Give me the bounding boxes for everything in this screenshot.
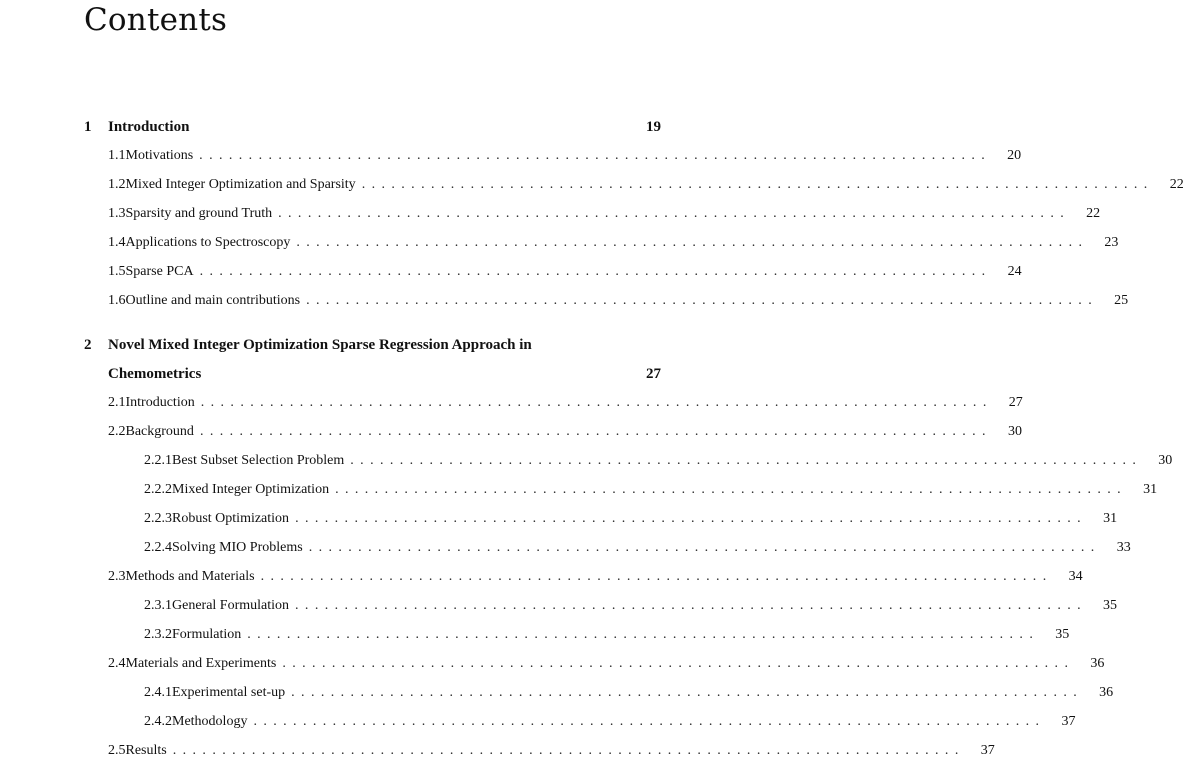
toc-chapter-entry[interactable] [84, 363, 661, 385]
toc-entry-number: 1.1 [108, 148, 126, 163]
page-title: Contents [84, 2, 228, 38]
toc-entry-page-number: 22 [1086, 206, 1101, 221]
dot-leader: ................................................................................ [335, 482, 1128, 497]
toc-entry-number: 2.5 [108, 743, 126, 758]
toc-entry-number: 1.4 [108, 235, 126, 250]
toc-section-entry[interactable] [144, 508, 1118, 530]
toc-entry-title: Results [125, 743, 167, 758]
toc-entry-title: Solving MIO Problems [172, 540, 303, 555]
toc-entry-page-number: 36 [1099, 685, 1114, 700]
toc-entry-page-number: 30 [1158, 453, 1173, 468]
toc-section-entry[interactable] [108, 203, 1101, 225]
toc-entry-number: 2.3 [108, 569, 126, 584]
toc-entry-number: 2.2.1 [144, 453, 172, 468]
toc-section-entry[interactable] [108, 290, 1129, 312]
toc-entry-number: 2 [84, 337, 92, 353]
toc-entry-number: 2.2 [108, 424, 126, 439]
toc-section-entry[interactable] [108, 421, 1022, 443]
toc-entry-title: Materials and Experiments [125, 656, 277, 671]
toc-entry-title: Best Subset Selection Problem [172, 453, 345, 468]
toc-entry-number: 2.3.1 [144, 598, 172, 613]
toc-section-entry[interactable] [144, 479, 1158, 501]
toc-entry-page-number: 31 [1103, 511, 1118, 526]
toc-entry-title: Sparsity and ground Truth [125, 206, 273, 221]
toc-entry-page-number: 30 [1007, 424, 1022, 439]
toc-entry-page-number: 25 [1114, 293, 1129, 308]
toc-entry-number: 1.2 [108, 177, 126, 192]
toc-section-entry[interactable] [108, 261, 1022, 283]
dot-leader: ................................................................................ [308, 540, 1101, 555]
toc-entry-page-number: 37 [1061, 714, 1076, 729]
toc-entry-number: 1.3 [108, 206, 126, 221]
toc-entry-title: Methodology [172, 714, 248, 729]
toc-entry-number: 2.4.1 [144, 685, 172, 700]
toc-entry-title: Experimental set-up [172, 685, 286, 700]
toc-entry-number: 1.6 [108, 293, 126, 308]
toc-entry-page-number: 34 [1068, 569, 1083, 584]
toc-entry-page-number: 24 [1007, 264, 1022, 279]
toc-section-entry[interactable] [144, 537, 1131, 559]
toc-section-entry[interactable] [108, 566, 1083, 588]
toc-entry-title: General Formulation [172, 598, 290, 613]
toc-entry-title: Outline and main contributions [125, 293, 301, 308]
toc-entry-page-number: 37 [980, 743, 995, 758]
toc-chapter-entry[interactable] [84, 116, 661, 138]
toc-section-entry[interactable] [108, 653, 1105, 675]
toc-entry-page-number: 35 [1103, 598, 1118, 613]
dot-leader: ................................................................................ [253, 714, 1046, 729]
toc-entry-page-number: 23 [1104, 235, 1119, 250]
toc-entry-title: Novel Mixed Integer Optimization Sparse Regression Approach in [108, 337, 532, 353]
toc-entry-title: Mixed Integer Optimization and Sparsity [125, 177, 356, 192]
toc-entry-page-number: 35 [1055, 627, 1070, 642]
toc-entry-number: 2.3.2 [144, 627, 172, 642]
toc-section-entry[interactable] [144, 595, 1118, 617]
toc-entry-title: Introduction [108, 119, 190, 135]
dot-leader: ................................................................................ [291, 685, 1084, 700]
toc-entry-number: 2.2.3 [144, 511, 172, 526]
dot-leader: ................................................................................ [172, 743, 965, 758]
toc-entry-number: 1 [84, 119, 92, 135]
dot-leader: ................................................................................ [295, 511, 1088, 526]
toc-section-entry[interactable] [108, 740, 995, 762]
dot-leader: ................................................................................ [296, 235, 1089, 250]
dot-leader: ................................................................................ [199, 424, 992, 439]
toc-section-entry[interactable] [108, 145, 1022, 167]
dot-leader: ................................................................................ [295, 598, 1088, 613]
toc-entry-page-number: 33 [1116, 540, 1131, 555]
toc-entry-title: Sparse PCA [125, 264, 194, 279]
toc-section-entry[interactable] [144, 450, 1173, 472]
toc-entry-number: 1.5 [108, 264, 126, 279]
toc-section-entry[interactable] [108, 392, 1023, 414]
dot-leader: ................................................................................ [278, 206, 1071, 221]
toc-entry-title: Methods and Materials [125, 569, 255, 584]
dot-leader: ................................................................................ [199, 148, 992, 163]
toc-entry-number: 2.1 [108, 395, 126, 410]
dot-leader: ................................................................................ [361, 177, 1154, 192]
toc-entry-page-number: 27 [646, 366, 661, 382]
dot-leader: ................................................................................ [200, 395, 993, 410]
toc-entry-number: 2.2.2 [144, 482, 172, 497]
toc-entry-title: Introduction [125, 395, 195, 410]
toc-section-entry[interactable] [144, 624, 1070, 646]
toc-entry-page-number: 19 [646, 119, 661, 135]
toc-section-entry[interactable] [108, 232, 1119, 254]
toc-section-entry[interactable] [144, 682, 1114, 704]
toc-entry-page-number: 31 [1143, 482, 1158, 497]
dot-leader: ................................................................................ [260, 569, 1053, 584]
toc-entry-number: 2.2.4 [144, 540, 172, 555]
toc-entry-title: Applications to Spectroscopy [125, 235, 291, 250]
toc-entry-title: Mixed Integer Optimization [172, 482, 330, 497]
dot-leader: ................................................................................ [199, 264, 992, 279]
dot-leader: ................................................................................ [306, 293, 1099, 308]
toc-entry-title: Robust Optimization [172, 511, 290, 526]
toc-entry-title: Formulation [172, 627, 242, 642]
dot-leader: ................................................................................ [247, 627, 1040, 642]
toc-entry-title: Chemometrics [108, 366, 202, 382]
toc-entry-page-number: 27 [1008, 395, 1023, 410]
toc-entry-title: Motivations [125, 148, 194, 163]
toc-entry-title: Background [125, 424, 194, 439]
toc-entry-page-number: 20 [1007, 148, 1022, 163]
toc-entry-number: 2.4.2 [144, 714, 172, 729]
toc-entry-page-number: 22 [1169, 177, 1184, 192]
toc-entry-number: 2.4 [108, 656, 126, 671]
toc-section-entry[interactable] [144, 711, 1076, 733]
dot-leader: ................................................................................ [350, 453, 1143, 468]
toc-entry-page-number: 36 [1090, 656, 1105, 671]
dot-leader: ................................................................................ [282, 656, 1075, 671]
toc-section-entry[interactable] [108, 174, 1184, 196]
toc-chapter-entry[interactable] [84, 334, 661, 356]
